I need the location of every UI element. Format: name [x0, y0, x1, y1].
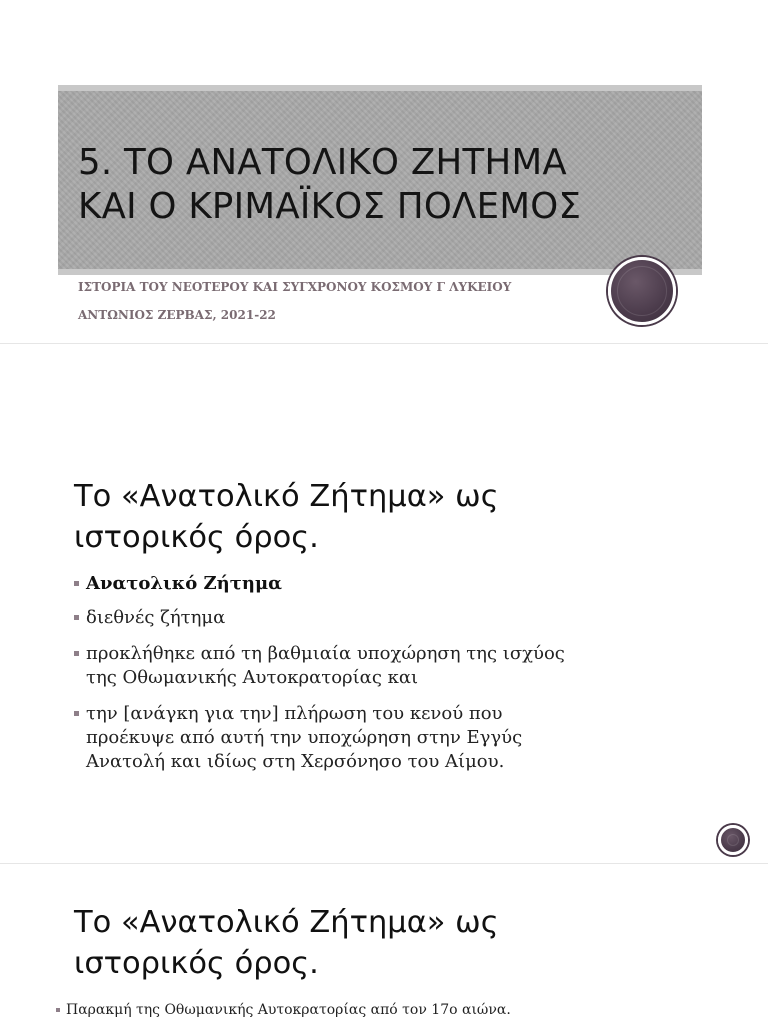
bullet-item — [74, 572, 565, 596]
bullet-item — [74, 642, 565, 690]
title-line-1: 5. ΤΟ ΑΝΑΤΟΛΙΚΟ ΖΗΤΗΜΑ — [78, 142, 567, 183]
decorative-circle-icon — [608, 257, 676, 325]
title-banner — [58, 85, 702, 275]
subtitle-author: ΑΝΤΩΝΙΟΣ ΖΕΡΒΑΣ, 2021-22 — [78, 308, 276, 322]
bullet-list — [56, 1001, 511, 1019]
heading-line-2: ιστορικός όρος. — [74, 520, 319, 555]
decorative-circle-icon — [718, 825, 748, 855]
bullet-marker-icon — [74, 711, 79, 716]
bullet-item — [74, 606, 565, 630]
bullet-marker-icon — [74, 615, 79, 620]
slide-title — [0, 0, 768, 344]
subtitle-course: ΙΣΤΟΡΙΑ ΤΟΥ ΝΕΟΤΕΡΟΥ ΚΑΙ ΣΥΓΧΡΟΝΟΥ ΚΟΣΜΟΥ Γ ΛΥΚΕΙΟΥ — [78, 280, 512, 294]
bullet-marker-icon — [74, 581, 79, 586]
bullet-item — [74, 702, 565, 774]
bullet-text: την [ανάγκη για την] πλήρωση του κενού που — [86, 703, 503, 724]
bullet-marker-icon — [74, 651, 79, 656]
bullet-text: διεθνές ζήτημα — [86, 607, 226, 628]
heading-line-1: Το «Ανατολικό Ζήτημα» ως — [74, 479, 499, 514]
slide-eastern-question-term-2 — [0, 864, 768, 1024]
heading-line-1: Το «Ανατολικό Ζήτημα» ως — [74, 905, 499, 940]
bullet-list — [74, 572, 565, 774]
slide-eastern-question-term — [0, 344, 768, 864]
title-line-2: ΚΑΙ Ο ΚΡΙΜΑΪΚΟΣ ΠΟΛΕΜΟΣ — [78, 186, 582, 227]
bullet-text: της Οθωμανικής Αυτοκρατορίας και — [86, 667, 419, 688]
presentation-title — [78, 141, 688, 229]
bullet-text: προκλήθηκε από τη βαθμιαία υποχώρηση της ισχύος — [86, 643, 565, 664]
bullet-text: Παρακμή της Οθωμανικής Αυτοκρατορίας από τον 17ο αιώνα. — [66, 1002, 511, 1018]
bullet-text: Ανατολικό Ζήτημα — [86, 573, 282, 594]
slide-heading — [74, 902, 499, 984]
slide-heading — [74, 476, 499, 558]
heading-line-2: ιστορικός όρος. — [74, 946, 319, 981]
bullet-text: προέκυψε από αυτή την υποχώρηση στην Εγγύς — [86, 727, 523, 748]
bullet-marker-icon — [56, 1008, 60, 1012]
bullet-text: Ανατολή και ιδίως στη Χερσόνησο του Αίμου. — [86, 751, 505, 772]
bullet-item — [56, 1001, 511, 1019]
